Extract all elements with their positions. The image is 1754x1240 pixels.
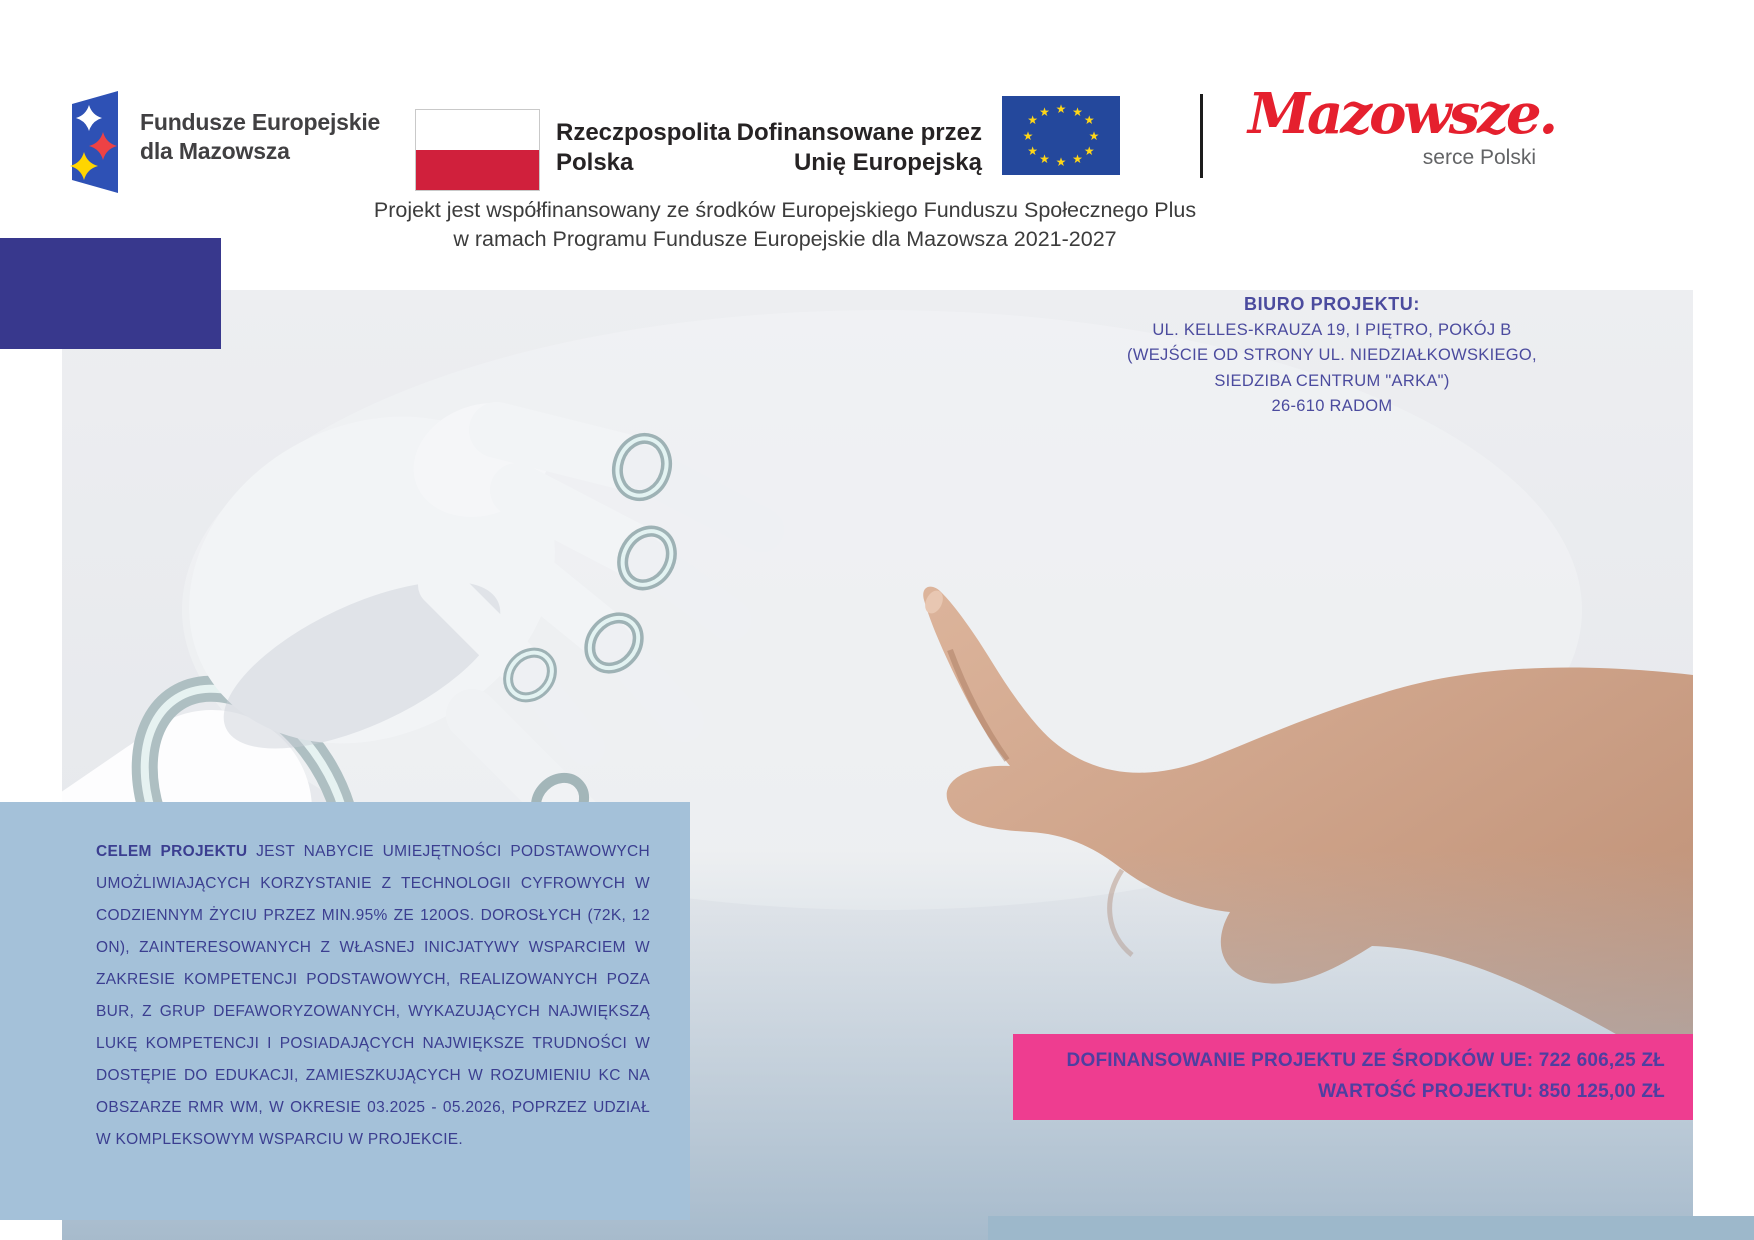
fe-logo-label xyxy=(140,108,380,166)
eu-star-icon: ★ xyxy=(1022,128,1034,143)
eu-flag-icon xyxy=(1002,96,1120,175)
fe-logo-line2: dla Mazowsza xyxy=(140,138,290,164)
cofinancing-statement xyxy=(15,196,1555,253)
project-goal-box xyxy=(0,802,690,1220)
header-divider xyxy=(1200,94,1203,178)
bottom-accent-band xyxy=(988,1216,1754,1240)
project-office-block xyxy=(1100,292,1564,420)
funding-eu-line: DOFINANSOWANIE PROJEKTU ZE ŚRODKÓW UE: 722 606,25 ZŁ xyxy=(1066,1050,1665,1071)
indigo-accent-rect xyxy=(0,238,221,349)
project-office-address-line: UL. KELLES-KRAUZA 19, I PIĘTRO, POKÓJ B xyxy=(1152,320,1512,339)
eu-star-icon: ★ xyxy=(1072,152,1083,167)
project-goal-text xyxy=(96,836,650,1156)
eu-funding-line2: Unię Europejską xyxy=(793,149,982,176)
eu-funding-label xyxy=(690,118,982,178)
eu-star-icon: ★ xyxy=(1039,104,1050,119)
eu-star-icon: ★ xyxy=(1027,143,1039,158)
eu-star-icon: ★ xyxy=(1055,155,1067,170)
eu-star-icon: ★ xyxy=(1027,113,1039,128)
poland-line2: Polska xyxy=(556,149,634,176)
cofinancing-line1: Projekt jest współfinansowany ze środków Europejskiego Funduszu Społecznego Plus xyxy=(373,198,1197,222)
project-office-address-line: SIEDZIBA CENTRUM "ARKA") xyxy=(1214,371,1450,390)
project-office-address-line: (WEJŚCIE OD STRONY UL. NIEDZIAŁKOWSKIEGO, xyxy=(1127,346,1537,364)
project-office-address-line: 26-610 RADOM xyxy=(1271,397,1393,415)
eu-star-icon: ★ xyxy=(1039,152,1050,167)
eu-funding-line1: Dofinansowane przez xyxy=(736,119,982,146)
project-goal-lead: CELEM PROJEKTU xyxy=(96,843,248,860)
eu-star-icon: ★ xyxy=(1072,104,1083,119)
mazowsze-logo-text: Mazowsze. xyxy=(1248,81,1556,147)
fe-flag-icon xyxy=(70,90,120,194)
funding-box xyxy=(1013,1034,1693,1120)
poland-flag-red-stripe xyxy=(416,150,539,190)
project-goal-body: JEST NABYCIE UMIEJĘTNOŚCI PODSTAWOWYCH UMOŻLIWIAJĄCYCH KORZYSTANIE Z TECHNOLOGII CYFROWYCH W CODZIENNYM ŻYCIU PRZEZ MIN.95% ZE 120OS. DOROSŁYCH (72K, 12 ON), ZAINTERESOWANYCH Z WŁASNEJ INICJATYWY WSPARCIEM W ZAKRESIE KOMPETENCJI PODSTAWOWYCH, REALIZOWANYCH POZA BUR, Z GRUP DEFAWORYZOWANYCH, WYKAZUJĄCYCH NAJWIĘKSZĄ LUKĘ KOMPETENCJI I POSIADAJĄCYCH NAJWIĘKSZE TRUDNOŚCI W DOSTĘPIE DO EDUKACJI, ZAMIESZKUJĄCYCH W ROZUMIENIU KC NA OBSZARZE RMR WM, W OKRESIE 03.2025 - 05.2026, POPRZEZ UDZIAŁ W KOMPLEKSOWYM WSPARCIU W PROJEKCIE. xyxy=(96,843,650,1148)
eu-star-icon: ★ xyxy=(1083,143,1095,158)
funding-total-line: WARTOŚĆ PROJEKTU: 850 125,00 ZŁ xyxy=(1318,1081,1665,1102)
mazowsze-logo xyxy=(1248,81,1556,170)
project-office-title: BIURO PROJEKTU: xyxy=(1243,294,1420,314)
poland-line1: Rzeczpospolita xyxy=(556,119,731,146)
poland-flag-icon xyxy=(415,109,540,191)
eu-star-icon: ★ xyxy=(1088,128,1100,143)
cofinancing-line2: w ramach Programu Fundusze Europejskie dla Mazowsza 2021-2027 xyxy=(453,226,1117,251)
mazowsze-tagline: serce Polski xyxy=(1422,146,1536,169)
fe-logo-line1: Fundusze Europejskie xyxy=(140,109,381,135)
eu-star-icon: ★ xyxy=(1083,113,1095,128)
eu-star-icon: ★ xyxy=(1055,101,1067,116)
